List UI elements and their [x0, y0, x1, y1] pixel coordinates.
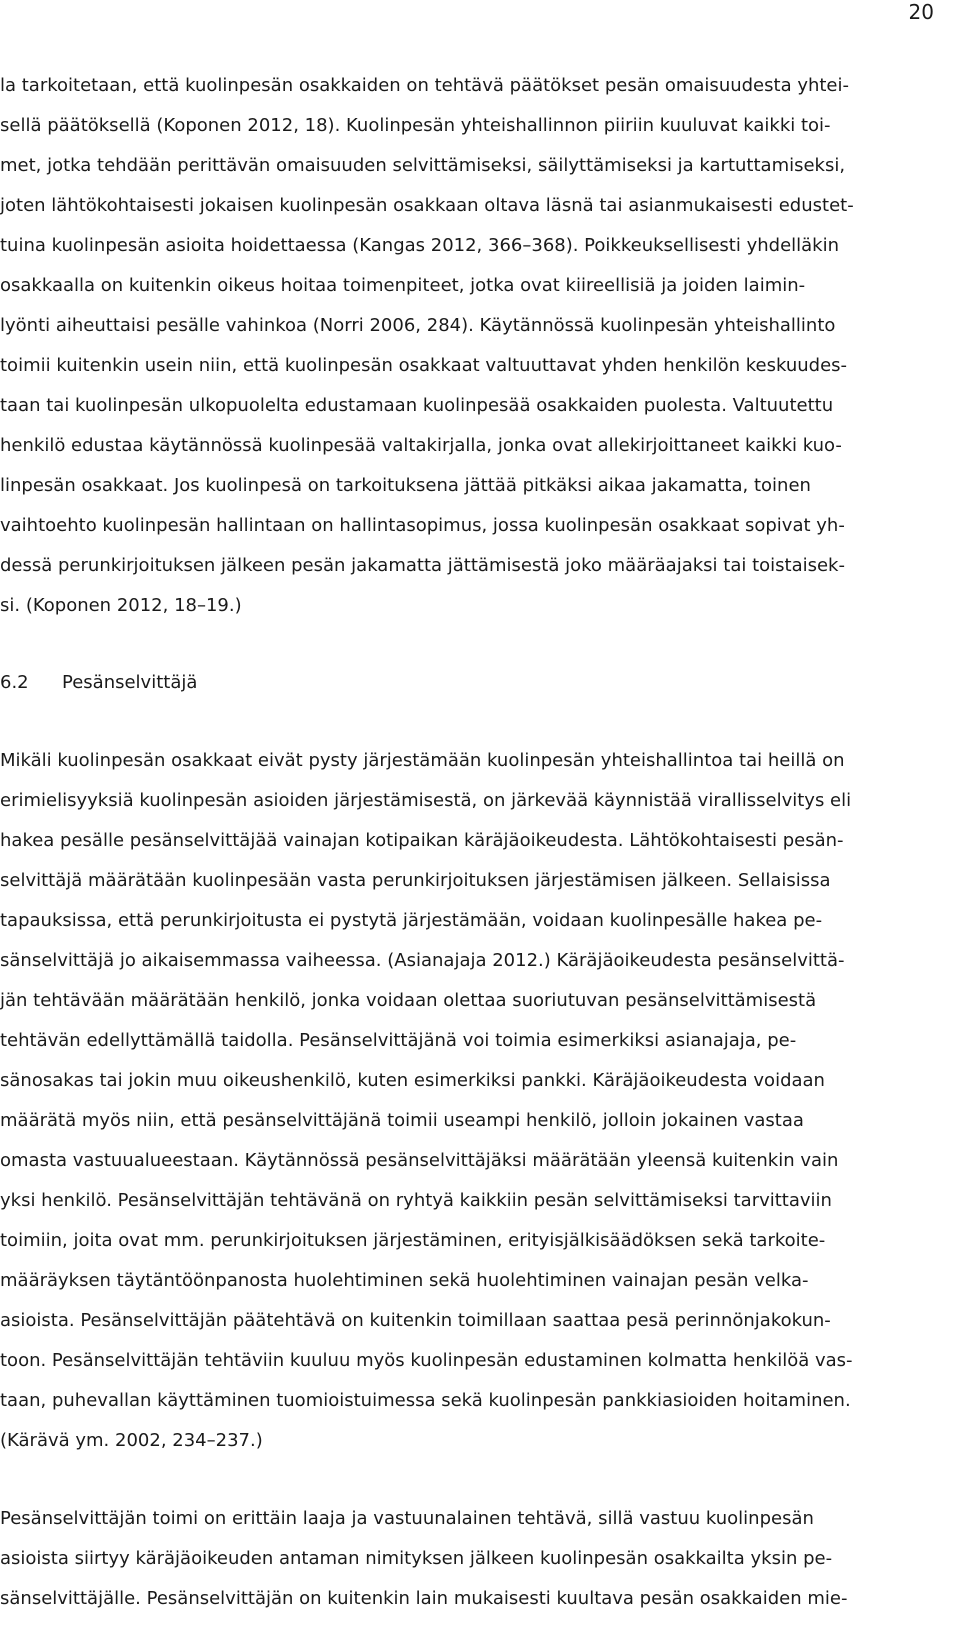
paragraph-line: hakea pesälle pesänselvittäjää vainajan kotipaikan käräjäoikeudesta. Lähtökohtaisesti pesän-: [0, 830, 844, 851]
paragraph-line: lyönti aiheuttaisi pesälle vahinkoa (Norri 2006, 284). Käytännössä kuolinpesän yhteishallinto: [0, 315, 836, 336]
paragraph-line: vaihtoehto kuolinpesän hallintaan on hallintasopimus, jossa kuolinpesän osakkaat sopivat yh-: [0, 515, 845, 536]
section-number: 6.2: [0, 672, 29, 693]
paragraph-line: Pesänselvittäjän toimi on erittäin laaja ja vastuunalainen tehtävä, sillä vastuu kuolinpesän: [0, 1508, 814, 1529]
paragraph-line: joten lähtökohtaisesti jokaisen kuolinpesän osakkaan oltava läsnä tai asianmukaisesti edustet-: [0, 195, 854, 216]
paragraph-line: dessä perunkirjoituksen jälkeen pesän jakamatta jättämisestä joko määräajaksi tai toistaisek-: [0, 555, 845, 576]
section-title: Pesänselvittäjä: [62, 672, 198, 693]
paragraph-line: osakkaalla on kuitenkin oikeus hoitaa toimenpiteet, jotka ovat kiireellisiä ja joiden laimin-: [0, 275, 806, 296]
paragraph-line: jän tehtävään määrätään henkilö, jonka voidaan olettaa suoriutuvan pesänselvittämisestä: [0, 990, 817, 1011]
paragraph-line: sänselvittäjälle. Pesänselvittäjän on kuitenkin lain mukaisesti kuultava pesän osakkaiden mie-: [0, 1588, 848, 1609]
paragraph-line: selvittäjä määrätään kuolinpesään vasta perunkirjoituksen järjestämisen jälkeen. Sellaisissa: [0, 870, 831, 891]
section-heading: [0, 672, 197, 694]
paragraph-line: määrätä myös niin, että pesänselvittäjänä toimii useampi henkilö, jolloin jokainen vastaa: [0, 1110, 804, 1131]
paragraph-line: asioista. Pesänselvittäjän päätehtävä on kuitenkin toimillaan saattaa pesä perinnönjakokun-: [0, 1310, 831, 1331]
paragraph-line: tapauksissa, että perunkirjoitusta ei pystytä järjestämään, voidaan kuolinpesälle hakea pe-: [0, 910, 823, 931]
paragraph-line: tehtävän edellyttämällä taidolla. Pesänselvittäjänä voi toimia esimerkiksi asianajaja, pe-: [0, 1030, 797, 1051]
paragraph-line: si. (Koponen 2012, 18–19.): [0, 595, 242, 616]
paragraph-line: toon. Pesänselvittäjän tehtäviin kuuluu myös kuolinpesän edustaminen kolmatta henkilöä vas-: [0, 1350, 853, 1371]
paragraph-line: toimiin, joita ovat mm. perunkirjoituksen järjestäminen, erityisjälkisäädöksen sekä tarkoite-: [0, 1230, 826, 1251]
paragraph-line: taan tai kuolinpesän ulkopuolelta edustamaan kuolinpesää osakkaiden puolesta. Valtuutettu: [0, 395, 834, 416]
paragraph-line: Mikäli kuolinpesän osakkaat eivät pysty järjestämään kuolinpesän yhteishallintoa tai heillä on: [0, 750, 845, 771]
paragraph-line: toimii kuitenkin usein niin, että kuolinpesän osakkaat valtuuttavat yhden henkilön keskuudes-: [0, 355, 848, 376]
paragraph-line: taan, puhevallan käyttäminen tuomioistuimessa sekä kuolinpesän pankkiasioiden hoitaminen.: [0, 1390, 851, 1411]
paragraph-line: henkilö edustaa käytännössä kuolinpesää valtakirjalla, jonka ovat allekirjoittaneet kaikki kuo-: [0, 435, 842, 456]
paragraph-line: omasta vastuualueestaan. Käytännössä pesänselvittäjäksi määrätään yleensä kuitenkin vain: [0, 1150, 839, 1171]
paragraph-line: la tarkoitetaan, että kuolinpesän osakkaiden on tehtävä päätökset pesän omaisuudesta yhtei-: [0, 75, 850, 96]
paragraph-line: asioista siirtyy käräjäoikeuden antaman nimityksen jälkeen kuolinpesän osakkailta yksin pe-: [0, 1548, 833, 1569]
paragraph-line: sänselvittäjä jo aikaisemmassa vaiheessa. (Asianajaja 2012.) Käräjäoikeudesta pesänselvittä-: [0, 950, 845, 971]
paragraph-line: määräyksen täytäntöönpanosta huolehtiminen sekä huolehtiminen vainajan pesän velka-: [0, 1270, 809, 1291]
paragraph-line: tuina kuolinpesän asioita hoidettaessa (Kangas 2012, 366–368). Poikkeuksellisesti yhdelläkin: [0, 235, 840, 256]
page-number: 20: [908, 0, 934, 24]
paragraph-line: yksi henkilö. Pesänselvittäjän tehtävänä on ryhtyä kaikkiin pesän selvittämiseksi tarvittaviin: [0, 1190, 832, 1211]
paragraph-line: met, jotka tehdään perittävän omaisuuden selvittämiseksi, säilyttämiseksi ja kartuttamiseksi,: [0, 155, 846, 176]
paragraph-line: linpesän osakkaat. Jos kuolinpesä on tarkoituksena jättää pitkäksi aikaa jakamatta, toinen: [0, 475, 811, 496]
paragraph-line: erimielisyyksiä kuolinpesän asioiden järjestämisestä, on järkevää käynnistää virallisselvitys eli: [0, 790, 852, 811]
paragraph-line: (Kärävä ym. 2002, 234–237.): [0, 1430, 263, 1451]
paragraph-line: sänosakas tai jokin muu oikeushenkilö, kuten esimerkiksi pankki. Käräjäoikeudesta voidaan: [0, 1070, 825, 1091]
paragraph-line: sellä päätöksellä (Koponen 2012, 18). Kuolinpesän yhteishallinnon piiriin kuuluvat kaikki toi-: [0, 115, 831, 136]
